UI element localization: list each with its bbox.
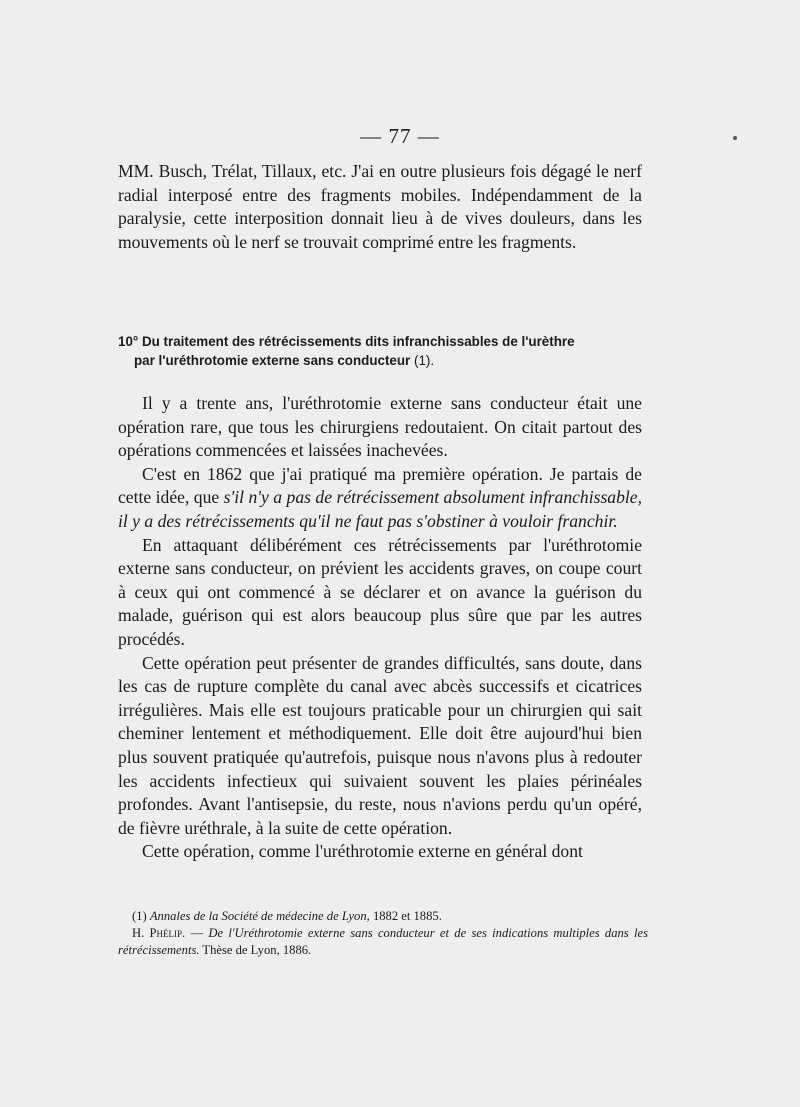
paragraph-continuation: MM. Busch, Trélat, Tillaux, etc. J'ai en outre plusieurs fois dégagé le nerf radial interposé entre des fragments mobiles. Indépendamment de la paralysie, cette interposition donnait lieu à de vives douleurs, dans les mouvements où le nerf se trouvait comprimé entre les fragments.: [118, 161, 642, 252]
top-paragraph-block: [118, 160, 642, 254]
paragraph-1: Il y a trente ans, l'uréthrotomie externe sans conducteur était une opération rare, que tous les chirurgiens redoutaient. On citait partout des opérations commencées et laissées inachevées.: [118, 393, 642, 461]
footnote-1-title: Annales de la Société de médecine de Lyon,: [149, 909, 370, 923]
heading-line-2: [118, 351, 648, 370]
paragraph-2-text: C'est en 1862 que j'ai pratiqué ma première opération. Je partais de cette idée, que: [118, 463, 642, 508]
heading-line-1: 10° Du traitement des rétrécissements dits infranchissables de l'urèthre: [118, 334, 575, 349]
section-heading: [118, 332, 648, 370]
footnote-2-title: De l'Uréthrotomie externe sans conducteur et de ses indications multiples dans les rétrécissements.: [118, 926, 648, 957]
main-text-block: [118, 392, 642, 864]
footnote-2-source: Thèse de Lyon, 1886.: [202, 943, 312, 957]
paragraph-2: [118, 463, 642, 534]
page-number: — 77 —: [360, 124, 440, 148]
paragraph-5: Cette opération, comme l'uréthrotomie externe en général dont: [142, 841, 583, 862]
paragraph-4: Cette opération peut présenter de grandes difficultés, sans doute, dans les cas de rupture complète du canal avec abcès successifs et cicatrices irrégulières. Mais elle est toujours praticable pour un chirurgien qui sait cheminer lentement et méthodiquement. Elle doit être aujourd'hui bien plus souvent pratiquée qu'autrefois, puisque nous n'avons plus à redouter les accidents infectieux qui suivaient souvent les plaies périnéales profondes. Avant l'antisepsie, du reste, nous n'avions perdu qu'un opéré, de fièvre uréthrale, à la suite de cette opération.: [118, 652, 642, 838]
heading-footnote-ref: (1).: [414, 353, 435, 368]
paragraph-2-italic: s'il n'y a pas de rétrécissement absolument infranchissable, il y a des rétrécissements qu'il ne faut pas s'obstiner à vouloir franchir.: [118, 487, 642, 531]
footnote-1-years: 1882 et 1885.: [372, 909, 442, 923]
footnote-1-number: (1): [132, 909, 147, 923]
footnote-2: [118, 925, 648, 959]
footnotes: [118, 908, 648, 959]
heading-line-2-text: par l'uréthrotomie externe sans conducteur: [134, 353, 411, 368]
footnote-2-author: H. Phélip. —: [132, 926, 204, 940]
footnote-1: [118, 908, 648, 925]
paragraph-3: En attaquant délibérément ces rétrécissements par l'uréthrotomie externe sans conducteur, on prévient les accidents graves, on coupe court à ceux qui ont commencé à se déclarer et on avance la guérison du malade, guérison qui est alors beaucoup plus sûre que par les autres procédés.: [118, 534, 642, 649]
